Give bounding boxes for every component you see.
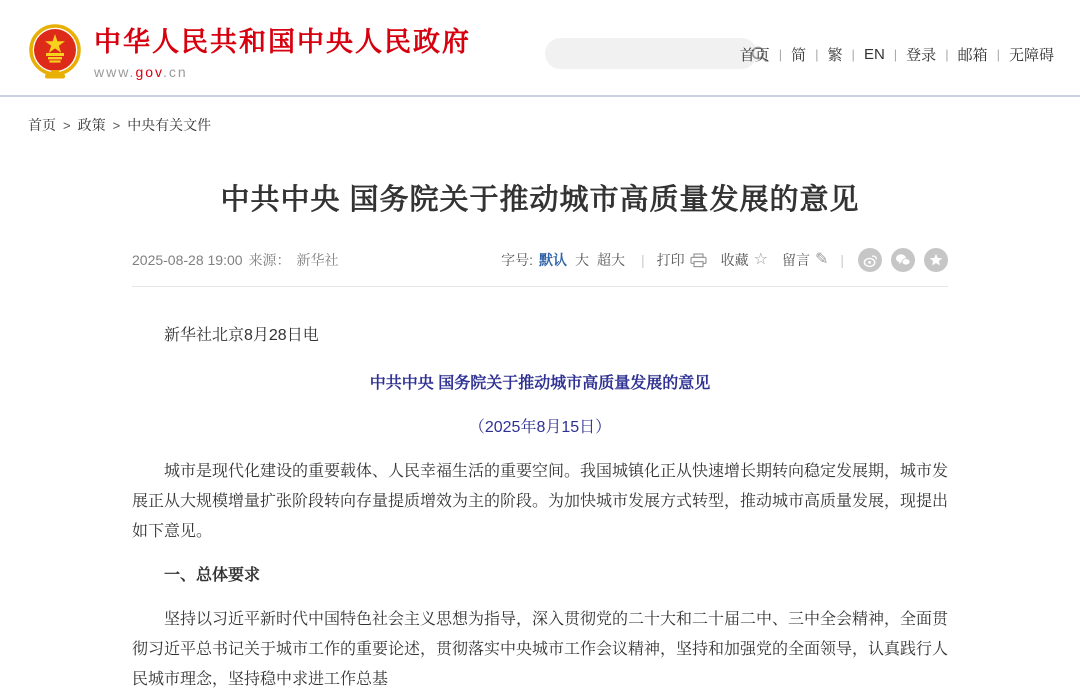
site-url: www.gov.cn: [94, 64, 188, 80]
font-size-large-button[interactable]: 大: [574, 252, 589, 268]
article-meta-right: 字号: 默认 大 超大 | 打印 收藏 ☆ 留言 ✎ |: [501, 248, 948, 272]
nav-traditional[interactable]: 繁: [827, 47, 843, 64]
document-title: 中共中央 国务院关于推动城市高质量发展的意见: [369, 375, 711, 392]
nav-simplified[interactable]: 简: [791, 47, 807, 64]
nav-login[interactable]: 登录: [906, 47, 937, 64]
qzone-share-icon[interactable]: [924, 248, 948, 272]
nav-english[interactable]: EN: [863, 46, 885, 63]
printer-icon: [690, 253, 707, 268]
breadcrumb-separator: >: [63, 117, 71, 133]
favorite-button[interactable]: 收藏 ☆: [720, 251, 768, 268]
pencil-icon: ✎: [814, 251, 829, 268]
source-name[interactable]: 新华社: [296, 252, 339, 268]
dateline: 新华社北京8月28日电: [164, 327, 319, 344]
nav-mail[interactable]: 邮箱: [957, 47, 988, 64]
font-size-xlarge-button[interactable]: 超大: [596, 252, 625, 268]
paragraph: 城市是现代化建设的重要载体、人民幸福生活的重要空间。我国城镇化正从快速增长期转向稳定发展期，城市发展正从大规模增量扩张阶段转向存量提质增效为主的阶段。为加快城市发展方式转型，推动城市高质量发展，现提出如下意见。: [132, 463, 949, 540]
section-heading: 一、总体要求: [164, 567, 261, 584]
site-identity: [94, 24, 471, 80]
breadcrumb-policy[interactable]: 政策: [77, 117, 106, 133]
share-group: [858, 248, 948, 272]
top-nav: 首页 | 简 | 繁 | EN | 登录 | 邮箱 | 无障碍: [739, 46, 1054, 64]
site-title: 中华人民共和国中央人民政府: [94, 27, 471, 57]
wechat-share-icon[interactable]: [891, 248, 915, 272]
article-meta-row: [132, 248, 948, 287]
page-title: 中共中央 国务院关于推动城市高质量发展的意见: [220, 184, 860, 216]
font-size-default-button[interactable]: 默认: [538, 252, 567, 268]
nav-home[interactable]: 首页: [739, 47, 770, 64]
breadcrumb-current[interactable]: 中央有关文件: [127, 117, 212, 133]
search-box[interactable]: [545, 38, 757, 69]
site-header: [0, 0, 1080, 97]
article-body: [132, 321, 948, 695]
search-input[interactable]: [545, 46, 750, 62]
comment-button[interactable]: 留言 ✎: [781, 251, 829, 268]
nav-accessibility[interactable]: 无障碍: [1008, 47, 1054, 64]
site-logo[interactable]: [28, 24, 471, 80]
national-emblem-icon: [28, 24, 82, 80]
breadcrumb-separator: >: [112, 117, 121, 133]
breadcrumb-home[interactable]: 首页: [28, 117, 56, 133]
star-icon: ☆: [753, 251, 768, 268]
article-meta-left: [132, 250, 339, 270]
paragraph: 坚持以习近平新时代中国特色社会主义思想为指导，深入贯彻党的二十大和二十届二中、三中全会精神，全面贯彻习近平总书记关于城市工作的重要论述，贯彻落实中央城市工作会议精神，坚持和加强党的全面领导，认真践行人民城市理念，坚持稳中求进工作总基: [132, 611, 949, 688]
print-button[interactable]: 打印: [657, 250, 707, 270]
breadcrumb: [0, 97, 1080, 135]
source-label: 来源：: [248, 252, 291, 268]
document-date: （2025年8月15日）: [468, 419, 612, 436]
weibo-share-icon[interactable]: [858, 248, 882, 272]
main-content: [132, 177, 948, 695]
publish-datetime: 2025-08-28 19:00: [132, 252, 243, 268]
font-size-label: 字号:: [501, 252, 533, 268]
